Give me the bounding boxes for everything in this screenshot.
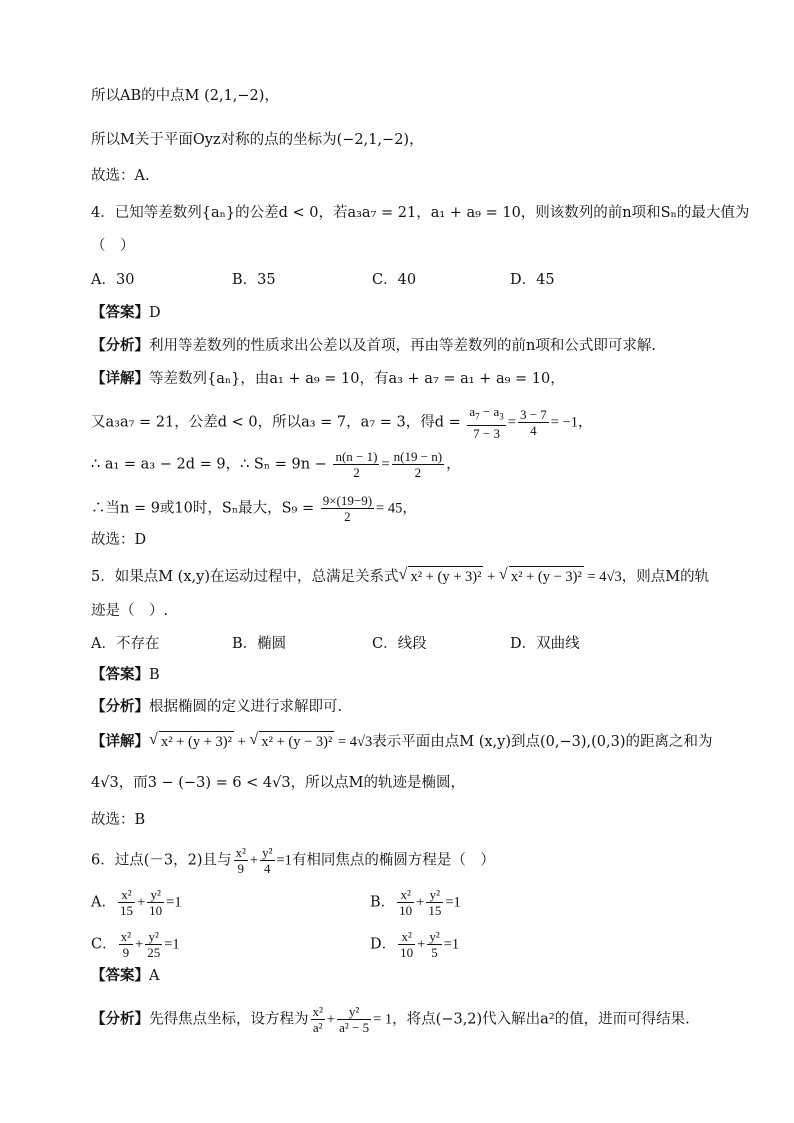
- answer-4: [91, 303, 161, 323]
- q6-option-a: A． $\frac{\text{x²}}{15}$ + $\frac{\text{y²}}{10}$ =1: [91, 887, 182, 918]
- fraction: $\frac{\text{x²}}{9}$: [235, 845, 246, 876]
- fraction: $\frac{\text{y²}}{25}$: [147, 929, 161, 960]
- q6-option-d: D． $\frac{\text{x²}}{10}$ + $\frac{\text{y²}}{5}$ =1: [370, 929, 460, 960]
- fraction: $\frac{\text{x²}}{15}$: [119, 887, 133, 918]
- question-4: 4．已知等差数列{aₙ}的公差d < 0，若a₃a₇ = 21，a₁ + a₉ = 10，则该数列的前n项和Sₙ的最大值为: [91, 205, 750, 221]
- question-5: 5．如果点M (x,y)在运动过程中，总满足关系式√ x² + (y + 3)² + √ x² + (y − 3)² = 4√3，则点M的轨: [91, 566, 709, 587]
- fraction: $\frac{a_7 - a_3}{7 - 3}$: [469, 404, 504, 441]
- question-6: 6．过点(－3，2)且与 $\frac{\text{x²}}{9}$ + $\frac{\text{y²}}{4}$ =1有相同焦点的椭圆方程是（ ）: [91, 845, 495, 876]
- question-text: ，则点M的轨: [621, 569, 710, 585]
- fraction: $\frac{\text{y²}}{5}$: [429, 929, 440, 960]
- detail-text: 表示平面由点M (x,y)到点(0,−3),(0,3)的距离之和为: [372, 734, 713, 750]
- sqrt-expr: √ x² + (y + 3)²: [159, 731, 234, 752]
- line-midpoint: 所以AB的中点M (2,1,−2)，: [91, 88, 279, 104]
- sqrt-expr: √ x² + (y − 3)²: [509, 566, 584, 587]
- fraction: $\frac{\text{x²}}{9}$: [120, 929, 132, 960]
- fraction: $\frac{\text{x²}}{10}$: [399, 887, 413, 918]
- fraction: $\frac{9\times(19-9)}{2}$: [322, 493, 373, 524]
- detail-tag: 【详解】: [91, 370, 149, 387]
- answer-5: [91, 665, 160, 685]
- question-text: 5．如果点M (x,y)在运动过程中，总满足关系式: [91, 569, 399, 585]
- q5-option-b: B．椭圆: [232, 636, 287, 652]
- fraction: $\frac{\text{y²}}{4}$: [262, 845, 273, 876]
- analysis-tag: 【分析】: [91, 698, 149, 715]
- analysis-text: 先得焦点坐标，设方程为: [149, 1011, 309, 1028]
- question-text: 6．过点(－3，2)且与: [91, 852, 232, 869]
- answer-tag: 【答案】: [91, 304, 149, 321]
- analysis-tag: 【分析】: [91, 337, 149, 354]
- analysis-text: ，将点(−3,2)代入解出a²的值，进而可得结果.: [392, 1011, 690, 1028]
- sqrt-expr: √ x² + (y − 3)²: [259, 731, 334, 752]
- detail-text: ∴当n = 9或10时，Sₙ最大，S₉ =: [91, 500, 315, 517]
- detail-tag: 【详解】: [91, 733, 149, 750]
- q4-option-a: A．30: [91, 272, 135, 288]
- question-5-cont: 迹是（ ）.: [91, 603, 169, 619]
- fraction: $\frac{n(19 - n)}{2}$: [393, 449, 443, 480]
- answer-6: [91, 966, 159, 986]
- q4-option-d: D．45: [510, 272, 555, 288]
- q5-option-a: A．不存在: [91, 636, 160, 652]
- detail-4-d: ∴当n = 9或10时，Sₙ最大，S₉ = $\frac{9\times(19-9)}{2}$ = 45，: [91, 493, 417, 524]
- sqrt-expr: √ x² + (y + 3)²: [408, 566, 483, 587]
- line-symmetric-point: 所以M关于平面Oyz对称的点的坐标为(−2,1,−2)，: [91, 132, 424, 148]
- answer-value: A: [149, 968, 160, 984]
- question-4-paren: （ ）: [91, 238, 135, 254]
- q6-option-c: C． $\frac{\text{x²}}{9}$ + $\frac{\text{y²}}{25}$ =1: [91, 929, 180, 960]
- answer-tag: 【答案】: [91, 967, 149, 984]
- detail-4-a: [91, 369, 565, 389]
- analysis-tag: 【分析】: [91, 1010, 149, 1028]
- fraction: $\frac{\text{y²}}{10}$: [149, 887, 163, 918]
- detail-text: 又a₃a₇ = 21，公差d < 0，所以a₃ = 7，a₇ = 3，得d =: [91, 414, 461, 431]
- analysis-text: 根据椭圆的定义进行求解即可.: [149, 699, 343, 715]
- fraction: $\frac{\text{x²}}{10}$: [400, 929, 414, 960]
- q5-option-c: C．线段: [372, 636, 427, 652]
- fraction: $\frac{\text{y²}}{\text{a² − 5}}$: [339, 1004, 370, 1035]
- fraction: $\frac{\text{y²}}{15}$: [428, 887, 442, 918]
- detail-5-a: 【详解】√ x² + (y + 3)² + √ x² + (y − 3)² = 4√3表示平面由点M (x,y)到点(0,−3),(0,3)的距离之和为: [91, 731, 713, 752]
- line-choose-d: 故选：D: [91, 532, 147, 548]
- detail-text: ∴ a₁ = a₃ − 2d = 9，∴ Sₙ = 9n −: [91, 456, 327, 473]
- analysis-6: 【分析】先得焦点坐标，设方程为 $\frac{\text{x²}}{\text{a²}}$ + $\frac{\text{y²}}{\text{a² − 5}}$ = 1，将点(−3,2)代入解出a²的值，进而可得结果.: [91, 1004, 690, 1035]
- q4-option-b: B．35: [232, 272, 276, 288]
- detail-5-b: 4√3，而3 − (−3) = 6 < 4√3，所以点M的轨迹是椭圆，: [91, 775, 465, 791]
- analysis-5: [91, 697, 342, 717]
- answer-value: D: [149, 305, 161, 321]
- detail-text: 等差数列{aₙ}，由a₁ + a₉ = 10，有a₃ + a₇ = a₁ + a₉ = 10，: [149, 371, 565, 387]
- answer-tag: 【答案】: [91, 666, 149, 683]
- fraction: $\frac{n(n - 1)}{2}$: [335, 449, 378, 480]
- answer-value: B: [149, 667, 160, 683]
- q4-option-c: C．40: [372, 272, 417, 288]
- line-choose-a: 故选：A.: [91, 168, 150, 184]
- q6-option-b: B． $\frac{\text{x²}}{10}$ + $\frac{\text{y²}}{15}$ =1: [370, 887, 461, 918]
- detail-4-c: ∴ a₁ = a₃ − 2d = 9，∴ Sₙ = 9n − $\frac{n(n - 1)}{2}$ = $\frac{n(19 - n)}{2}$ ，: [91, 449, 461, 480]
- question-text: 有相同焦点的椭圆方程是（ ）: [291, 852, 495, 869]
- q5-option-d: D．双曲线: [510, 636, 580, 652]
- fraction: $\frac{\text{x²}}{\text{a²}}$: [312, 1004, 323, 1035]
- detail-4-b: 又a₃a₇ = 21，公差d < 0，所以a₃ = 7，a₇ = 3，得d = $\frac{a_7 - a_3}{7 - 3}$ = $\frac{3 - 7}{4}$ = −1，: [91, 404, 593, 441]
- analysis-text: 利用等差数列的性质求出公差以及首项，再由等差数列的前n项和公式即可求解.: [149, 338, 656, 354]
- analysis-4: [91, 336, 656, 356]
- fraction: $\frac{3 - 7}{4}$: [519, 406, 547, 438]
- line-choose-b: 故选：B: [91, 812, 146, 828]
